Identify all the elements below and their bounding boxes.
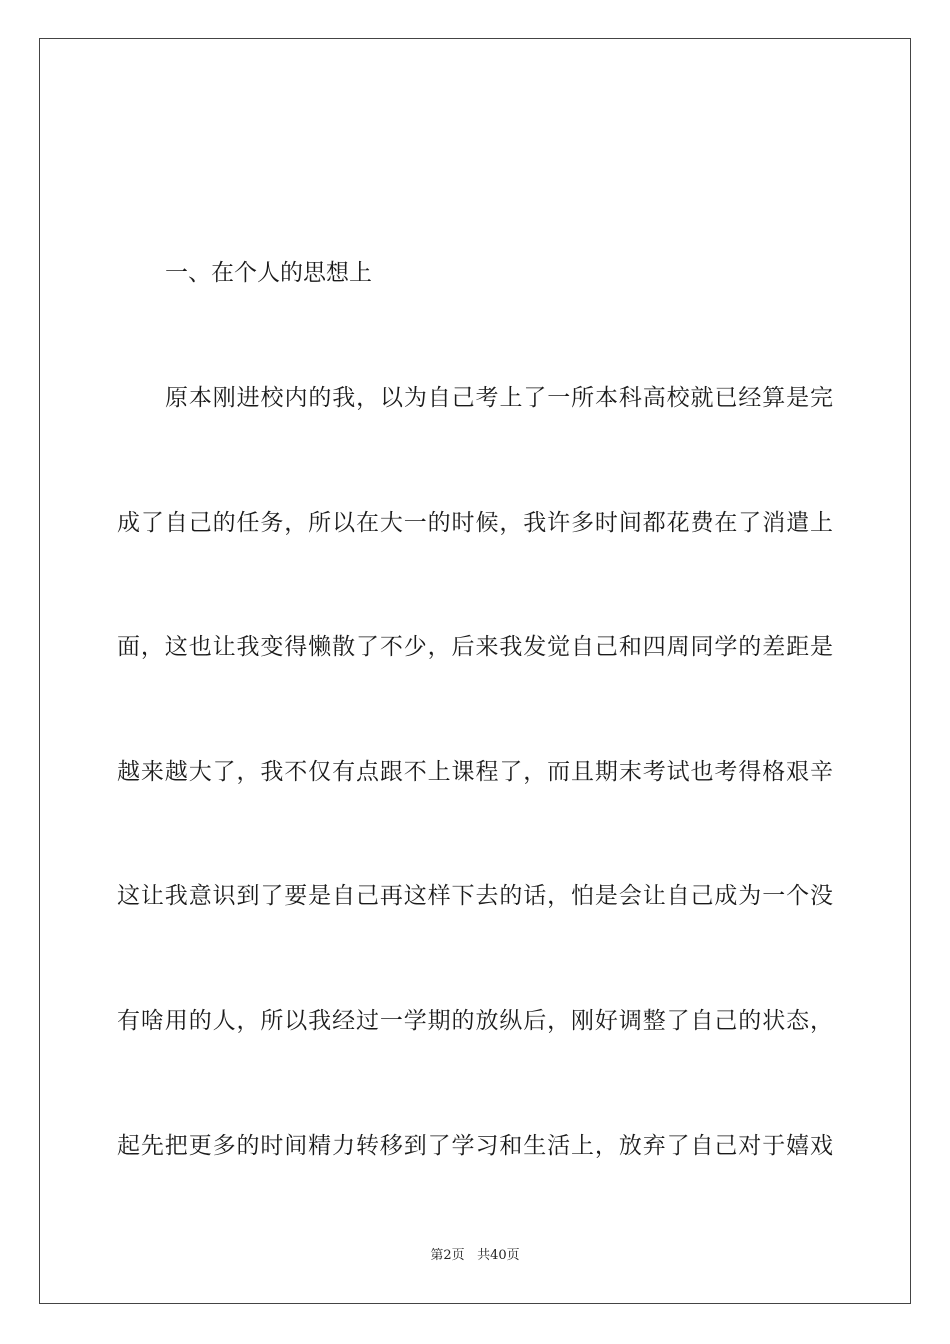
page-frame — [39, 38, 911, 1304]
paragraph-line: 面，这也让我变得懒散了不少，后来我发觉自己和四周同学的差距是 — [117, 634, 833, 660]
page-footer — [0, 1247, 950, 1265]
paragraph-line: 越来越大了，我不仅有点跟不上课程了，而且期末考试也考得格艰辛 — [117, 759, 833, 785]
section-heading: 一、在个人的思想上 — [165, 260, 372, 286]
paragraph-line: 这让我意识到了要是自己再这样下去的话，怕是会让自己成为一个没 — [117, 883, 833, 909]
paragraph-line: 成了自己的任务，所以在大一的时候，我许多时间都花费在了消遣上 — [117, 510, 833, 536]
page-total: 共40页 — [477, 1248, 520, 1263]
page-number: 第2页 — [430, 1248, 465, 1263]
paragraph-line: 起先把更多的时间精力转移到了学习和生活上，放弃了自己对于嬉戏 — [117, 1133, 833, 1159]
paragraph-line: 有啥用的人，所以我经过一学期的放纵后，刚好调整了自己的状态， — [117, 1008, 833, 1034]
paragraph-line: 原本刚进校内的我，以为自己考上了一所本科高校就已经算是完 — [165, 385, 833, 411]
